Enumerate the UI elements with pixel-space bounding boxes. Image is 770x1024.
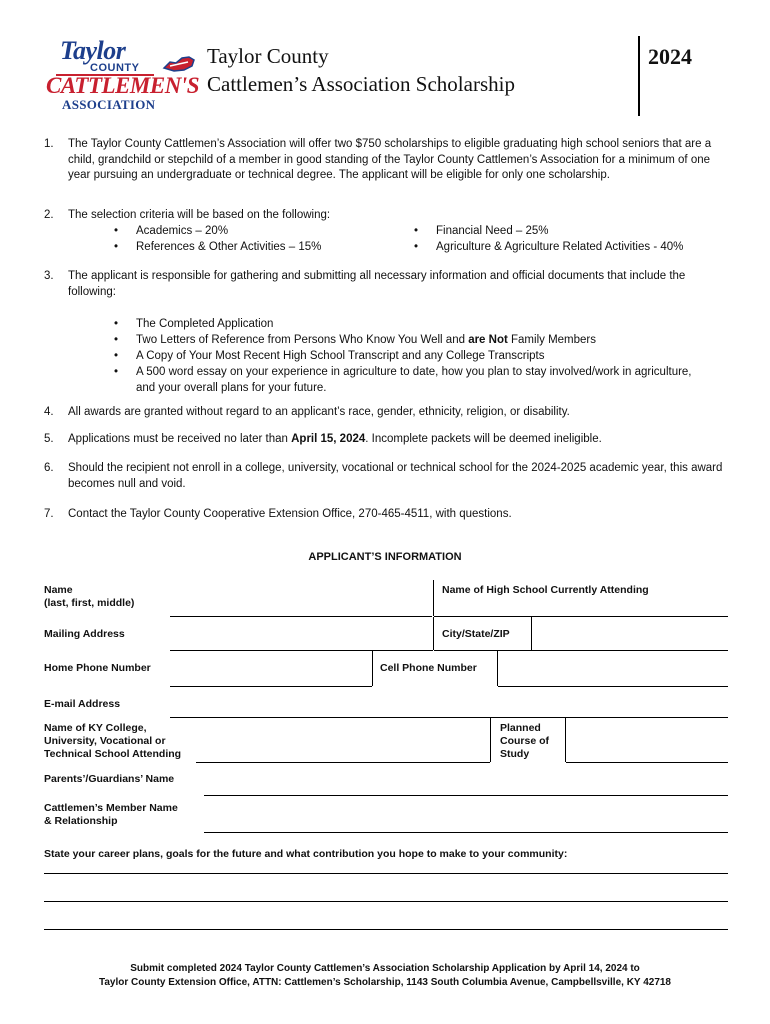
college-label-1: Name of KY College,	[44, 722, 147, 734]
association-logo	[44, 36, 199, 112]
parents-field[interactable]	[204, 763, 728, 796]
high-school-field[interactable]	[434, 598, 728, 617]
name-sublabel: (last, first, middle)	[44, 597, 135, 609]
course-label-3: Study	[500, 748, 530, 760]
city-state-zip-label: City/State/ZIP	[442, 628, 510, 640]
form-heading: APPLICANT’S INFORMATION	[308, 551, 462, 563]
doc-essay: • A 500 word essay on your experience in agriculture to date, how you plan to stay involved/work in agriculture, and your overall plans for your future.	[114, 366, 692, 394]
career-answer-line-2[interactable]	[44, 874, 728, 902]
mailing-address-field[interactable]	[170, 617, 433, 651]
item-1-number: 1.	[44, 138, 54, 150]
doc-reference-letters: • Two Letters of Reference from Persons Who Know You Well and are Not Family Members	[114, 334, 596, 346]
career-answer-line-3[interactable]	[44, 902, 728, 930]
kentucky-state-icon	[162, 54, 196, 76]
item-5-text: Applications must be received no later than April 15, 2024. Incomplete packets will be deemed ineligible.	[68, 433, 602, 445]
home-phone-label: Home Phone Number	[44, 662, 151, 674]
name-label: Name	[44, 584, 73, 596]
logo-cattlemens: CATTLEMEN'S	[46, 73, 199, 98]
item-6-text: Should the recipient not enroll in a college, university, vocational or technical school for the 2024-2025 academic year, this award becomes null and void.	[68, 462, 723, 490]
item-3-number: 3.	[44, 270, 54, 282]
doc-transcripts: • A Copy of Your Most Recent High School Transcript and any College Transcripts	[114, 350, 545, 362]
mailing-address-label: Mailing Address	[44, 628, 125, 640]
home-phone-field[interactable]	[170, 651, 372, 687]
email-field[interactable]	[170, 687, 728, 718]
criteria-academics: • Academics – 20%	[114, 225, 229, 237]
career-prompt: State your career plans, goals for the future and what contribution you hope to make to your community:	[44, 848, 568, 860]
criteria-financial-need: • Financial Need – 25%	[414, 225, 549, 237]
cell-phone-label: Cell Phone Number	[380, 662, 477, 674]
page-title-line1: Taylor County	[207, 44, 329, 68]
item-4-text: All awards are granted without regard to an applicant’s race, gender, ethnicity, religion, or disability.	[68, 406, 570, 418]
course-label-2: Course of	[500, 735, 550, 747]
college-divider	[490, 718, 491, 762]
item-7-number: 7.	[44, 508, 54, 520]
header-divider	[638, 36, 640, 116]
member-field[interactable]	[204, 796, 728, 833]
home-phone-divider	[372, 651, 373, 686]
item-7-text: Contact the Taylor County Cooperative Extension Office, 270-465-4511, with questions.	[68, 508, 512, 520]
submission-instructions-1: Submit completed 2024 Taylor County Cattlemen’s Association Scholarship Application by April 14, 2024 to	[130, 963, 640, 974]
item-6-number: 6.	[44, 462, 54, 474]
doc-completed-application: • The Completed Application	[114, 318, 274, 330]
email-label: E-mail Address	[44, 698, 121, 710]
course-field[interactable]	[566, 718, 728, 763]
college-field[interactable]	[196, 718, 490, 763]
item-2-text: The selection criteria will be based on the following:	[68, 209, 331, 221]
college-label-2: University, Vocational or	[44, 735, 166, 747]
submission-instructions-2: Taylor County Extension Office, ATTN: Cattlemen’s Scholarship, 1143 South Columbia Avenue, Campbellsville, KY 42718	[99, 977, 671, 988]
member-label-2: & Relationship	[44, 815, 118, 827]
college-label-3: Technical School Attending	[44, 748, 182, 760]
mailing-divider	[433, 617, 434, 650]
item-5-number: 5.	[44, 433, 54, 445]
high-school-label: Name of High School Currently Attending	[442, 584, 649, 596]
item-3-text: The applicant is responsible for gathering and submitting all necessary information and official documents that include the following:	[68, 270, 686, 298]
name-field[interactable]	[170, 580, 432, 617]
logo-county: COUNTY	[90, 62, 140, 74]
page-title-line2: Cattlemen’s Association Scholarship	[207, 72, 515, 96]
course-label-1: Planned	[500, 722, 541, 734]
career-answer-line-1[interactable]	[44, 860, 728, 874]
criteria-references: • References & Other Activities – 15%	[114, 241, 322, 253]
member-label-1: Cattlemen’s Member Name	[44, 802, 178, 814]
item-4-number: 4.	[44, 406, 54, 418]
parents-label: Parents’/Guardians’ Name	[44, 773, 175, 785]
item-1-text: The Taylor County Cattlemen’s Association will offer two $750 scholarships to eligible graduating high school seniors that are a child, grandchild or stepchild of a member in good standing of the Taylor County Cattlemen’s Association for a minimum of one year pursuing an undergraduate or technical degree. The applicant will be eligible for only one scholarship.	[68, 138, 712, 181]
logo-association: ASSOCIATION	[62, 97, 156, 112]
cell-phone-field[interactable]	[498, 651, 728, 687]
item-2-number: 2.	[44, 209, 54, 221]
criteria-agriculture: • Agriculture & Agriculture Related Activities - 40%	[414, 241, 684, 253]
year-label: 2024	[648, 44, 692, 69]
city-state-zip-field[interactable]	[532, 617, 728, 651]
logo-taylor: Taylor	[60, 36, 126, 65]
